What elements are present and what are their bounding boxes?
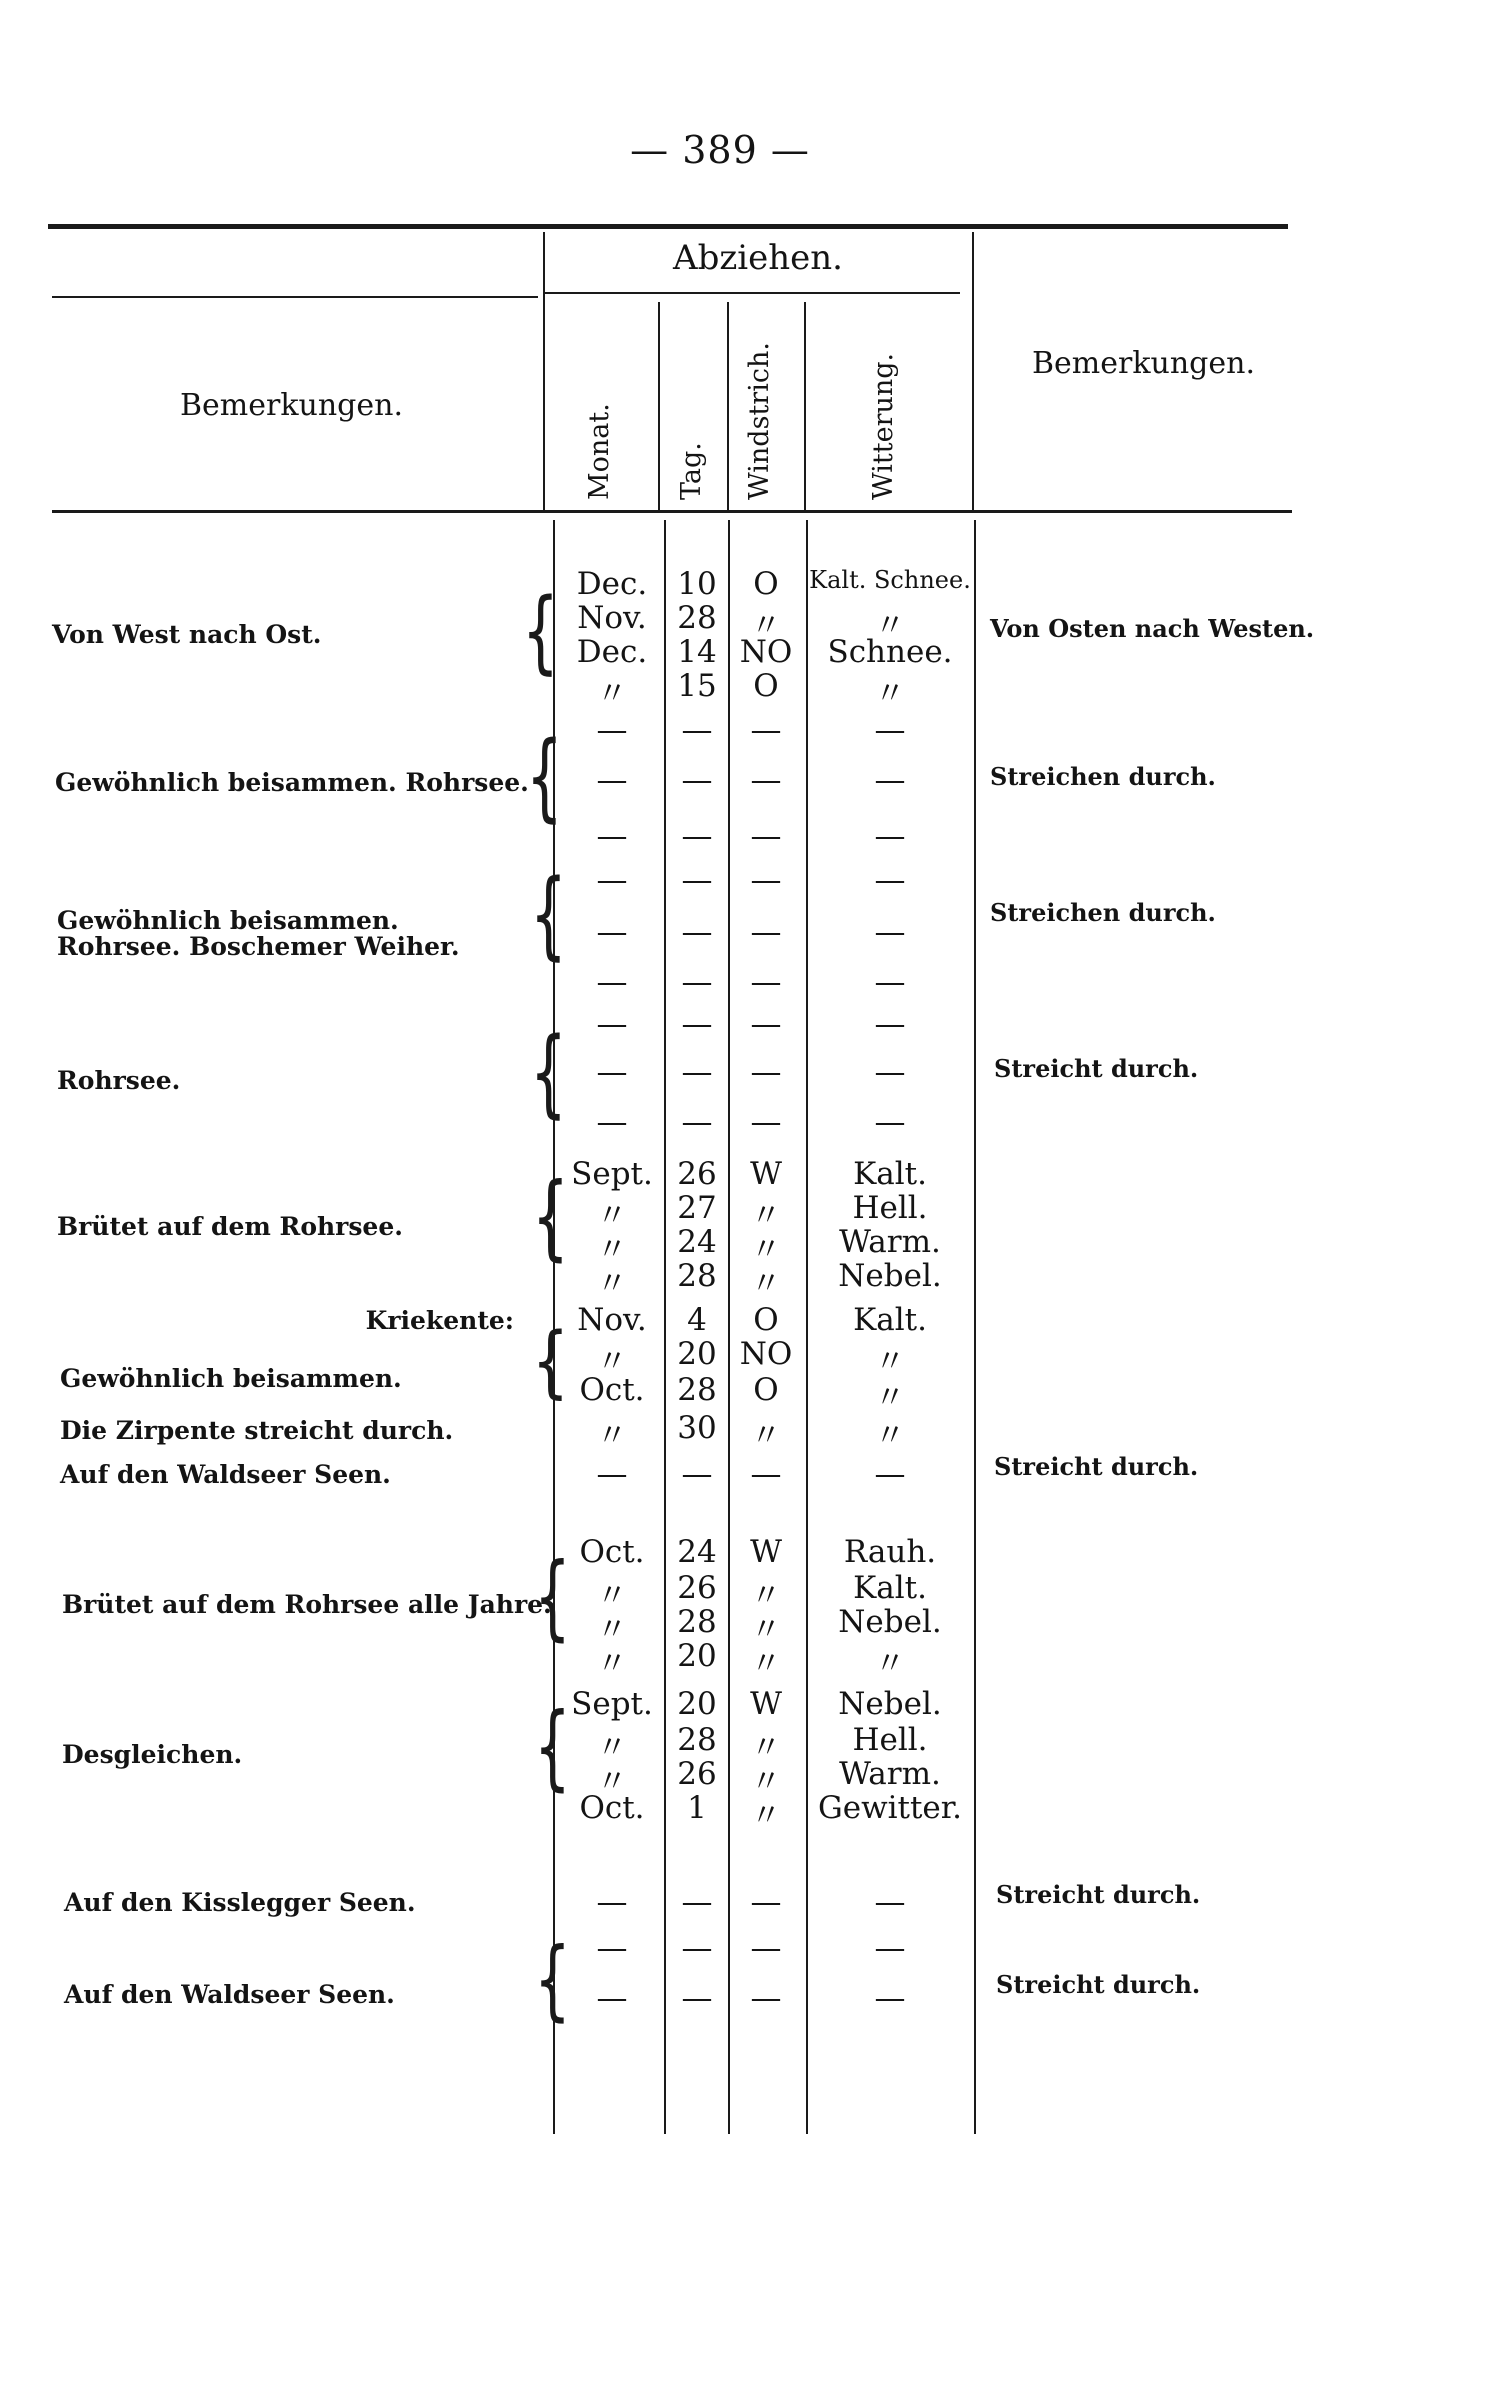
witterung-cell: — [874, 1054, 906, 1090]
right-remark: Streicht durch. [994, 1452, 1199, 1481]
witterung-cell: — [874, 1456, 906, 1492]
windstrich-cell: — [750, 1104, 782, 1140]
left-remark: Gewöhnlich beisammen. [60, 1364, 402, 1393]
monat-cell: — [596, 818, 628, 854]
brace: { [530, 857, 567, 970]
witterung-cell: — [874, 964, 906, 1000]
brace: { [534, 1542, 571, 1651]
left-remark: Gewöhnlich beisammen. Rohrsee. Boschemer Weiher. [57, 906, 460, 961]
windstrich-cell: 〃 [750, 1232, 782, 1268]
tag-cell: 28 [677, 600, 717, 636]
tag-cell: 4 [687, 1302, 707, 1338]
tag-cell: 24 [677, 1534, 717, 1570]
monat-cell: 〃 [596, 1266, 628, 1302]
monat-cell: — [596, 1054, 628, 1090]
column-header-witterung: Witterung. [868, 352, 899, 500]
tag-cell: 14 [677, 634, 717, 670]
left-header-title: Bemerkungen. [180, 388, 403, 423]
windstrich-cell: — [750, 712, 782, 748]
witterung-cell: Nebel. [838, 1604, 942, 1640]
witterung-cell: 〃 [874, 676, 906, 712]
windstrich-cell: — [750, 818, 782, 854]
monat-cell: — [596, 914, 628, 950]
windstrich-cell: W [750, 1534, 782, 1570]
header-bottom-rule [52, 510, 1292, 513]
left-remark: Auf den Kisslegger Seen. [64, 1888, 416, 1917]
monat-cell: Dec. [576, 634, 648, 670]
monat-cell: — [596, 1930, 628, 1966]
witterung-cell: 〃 [874, 608, 906, 644]
windstrich-cell: 〃 [750, 608, 782, 644]
monat-cell: 〃 [596, 1578, 628, 1614]
tag-cell: 28 [677, 1372, 717, 1408]
monat-cell: — [596, 1456, 628, 1492]
monat-cell: 〃 [596, 1612, 628, 1648]
tag-cell: 28 [677, 1722, 717, 1758]
brace: { [532, 1315, 569, 1408]
witterung-cell: Schnee. [827, 634, 953, 670]
column-header-tag: Tag. [676, 442, 707, 500]
tag-cell: 26 [677, 1570, 717, 1606]
windstrich-cell: W [750, 1156, 782, 1192]
windstrich-cell: O [753, 566, 779, 602]
witterung-cell: Rauh. [843, 1534, 937, 1570]
tag-cell: — [681, 1104, 713, 1140]
tag-cell: 28 [677, 1258, 717, 1294]
windstrich-cell: — [750, 1006, 782, 1042]
left-remark: Die Zirpente streicht durch. [60, 1416, 454, 1445]
monat-cell: Nov. [577, 600, 647, 636]
monat-cell: Oct. [579, 1372, 645, 1408]
monat-cell: — [596, 1980, 628, 2016]
windstrich-cell: 〃 [750, 1730, 782, 1766]
right-remark: Von Osten nach Westen. [990, 614, 1315, 643]
group-header-rule [544, 292, 960, 294]
witterung-cell: — [874, 1104, 906, 1140]
windstrich-cell: — [750, 1456, 782, 1492]
monat-cell: — [596, 1006, 628, 1042]
windstrich-cell: — [750, 1980, 782, 2016]
left-remark: Brütet auf dem Rohrsee. [57, 1212, 403, 1241]
witterung-cell: Warm. [839, 1756, 941, 1792]
monat-cell: 〃 [596, 676, 628, 712]
witterung-cell: 〃 [874, 1344, 906, 1380]
witterung-cell: — [874, 862, 906, 898]
brace: { [534, 1692, 571, 1801]
tag-cell: 20 [677, 1686, 717, 1722]
windstrich-cell: 〃 [750, 1764, 782, 1800]
monat-cell: — [596, 964, 628, 1000]
windstrich-cell: 〃 [750, 1418, 782, 1454]
tag-cell: — [681, 1884, 713, 1920]
brace: { [530, 1015, 567, 1128]
tag-cell: 26 [677, 1756, 717, 1792]
top-rule [48, 224, 1288, 229]
witterung-cell: — [874, 1884, 906, 1920]
witterung-cell: Nebel. [838, 1258, 942, 1294]
monat-cell: Sept. [571, 1156, 653, 1192]
monat-cell: 〃 [596, 1344, 628, 1380]
windstrich-cell: — [750, 1054, 782, 1090]
monat-cell: Nov. [577, 1302, 647, 1338]
left-remark: Brütet auf dem Rohrsee alle Jahre. [62, 1590, 552, 1619]
monat-cell: 〃 [596, 1764, 628, 1800]
windstrich-cell: O [753, 1372, 779, 1408]
witterung-cell: Kalt. Schnee. [809, 566, 971, 594]
brace: { [532, 1162, 569, 1271]
tag-cell: 20 [677, 1336, 717, 1372]
left-remark: Desgleichen. [62, 1740, 243, 1769]
right-remark: Streichen durch. [990, 898, 1216, 927]
tag-cell: — [681, 914, 713, 950]
header-divider-right [972, 232, 974, 510]
column-header-monat: Monat. [584, 403, 615, 500]
tag-cell: 20 [677, 1638, 717, 1674]
witterung-cell: Kalt. [853, 1302, 927, 1338]
witterung-cell: — [874, 712, 906, 748]
windstrich-cell: NO [739, 1336, 793, 1372]
monat-cell: — [596, 862, 628, 898]
monat-cell: — [596, 712, 628, 748]
left-header-rule [52, 296, 538, 298]
tag-cell: — [681, 1456, 713, 1492]
header-divider-wind [727, 302, 729, 510]
windstrich-cell: 〃 [750, 1266, 782, 1302]
brace: { [522, 578, 559, 684]
tag-cell: — [681, 964, 713, 1000]
windstrich-cell: O [753, 668, 779, 704]
right-remark: Streicht durch. [996, 1880, 1201, 1909]
windstrich-cell: — [750, 1884, 782, 1920]
windstrich-cell: W [750, 1686, 782, 1722]
witterung-cell: Warm. [839, 1224, 941, 1260]
windstrich-cell: — [750, 862, 782, 898]
witterung-cell: 〃 [874, 1380, 906, 1416]
windstrich-cell: O [753, 1302, 779, 1338]
windstrich-cell: 〃 [750, 1798, 782, 1834]
left-remark: Auf den Waldseer Seen. [60, 1460, 391, 1489]
tag-cell: 28 [677, 1604, 717, 1640]
tag-cell: 1 [687, 1790, 707, 1826]
right-remark: Streicht durch. [996, 1970, 1201, 1999]
monat-cell: Dec. [576, 566, 648, 602]
witterung-cell: Nebel. [838, 1686, 942, 1722]
windstrich-cell: — [750, 762, 782, 798]
tag-cell: 30 [677, 1410, 717, 1446]
right-remark: Streicht durch. [994, 1054, 1199, 1083]
tag-cell: 24 [677, 1224, 717, 1260]
monat-cell: 〃 [596, 1198, 628, 1234]
monat-cell: 〃 [596, 1646, 628, 1682]
left-remark: Gewöhnlich beisammen. Rohrsee. [55, 768, 529, 797]
monat-cell: Oct. [579, 1790, 645, 1826]
witterung-cell: Kalt. [853, 1570, 927, 1606]
witterung-cell: Hell. [852, 1190, 928, 1226]
tag-cell: 27 [677, 1190, 717, 1226]
brace: { [526, 719, 563, 832]
tag-cell: — [681, 762, 713, 798]
witterung-cell: — [874, 762, 906, 798]
tag-cell: — [681, 818, 713, 854]
windstrich-cell: NO [739, 634, 793, 670]
witterung-cell: — [874, 818, 906, 854]
tag-cell: 26 [677, 1156, 717, 1192]
witterung-cell: — [874, 1930, 906, 1966]
monat-cell: — [596, 1104, 628, 1140]
tag-cell: 15 [677, 668, 717, 704]
column-header-windstrich: Windstrich. [744, 342, 775, 500]
witterung-cell: 〃 [874, 1646, 906, 1682]
monat-cell: 〃 [596, 1232, 628, 1268]
tag-cell: — [681, 862, 713, 898]
witterung-cell: Kalt. [853, 1156, 927, 1192]
monat-cell: Sept. [571, 1686, 653, 1722]
left-remark: Auf den Waldseer Seen. [64, 1980, 395, 2009]
body-divider-right [974, 520, 976, 2134]
page-number: — 389 — [630, 128, 810, 172]
left-remark: Von West nach Ost. [52, 620, 322, 649]
header-divider-wit [804, 302, 806, 510]
left-remark: Kriekente: [365, 1306, 514, 1335]
witterung-cell: Gewitter. [817, 1790, 963, 1826]
brace: { [534, 1928, 571, 2031]
group-header-title: Abziehen. [673, 238, 843, 278]
monat-cell: 〃 [596, 1730, 628, 1766]
monat-cell: 〃 [596, 1418, 628, 1454]
tag-cell: — [681, 1980, 713, 2016]
windstrich-cell: — [750, 1930, 782, 1966]
tag-cell: — [681, 1006, 713, 1042]
tag-cell: 10 [677, 566, 717, 602]
monat-cell: — [596, 762, 628, 798]
windstrich-cell: 〃 [750, 1578, 782, 1614]
windstrich-cell: 〃 [750, 1612, 782, 1648]
windstrich-cell: — [750, 964, 782, 1000]
tag-cell: — [681, 1930, 713, 1966]
monat-cell: Oct. [579, 1534, 645, 1570]
tag-cell: — [681, 1054, 713, 1090]
monat-cell: — [596, 1884, 628, 1920]
witterung-cell: — [874, 914, 906, 950]
witterung-cell: Hell. [852, 1722, 928, 1758]
header-divider-tag [658, 302, 660, 510]
right-header-title: Bemerkungen. [1032, 346, 1255, 381]
windstrich-cell: 〃 [750, 1646, 782, 1682]
windstrich-cell: — [750, 914, 782, 950]
witterung-cell: — [874, 1006, 906, 1042]
tag-cell: — [681, 712, 713, 748]
windstrich-cell: 〃 [750, 1198, 782, 1234]
witterung-cell: 〃 [874, 1418, 906, 1454]
right-remark: Streichen durch. [990, 762, 1216, 791]
witterung-cell: — [874, 1980, 906, 2016]
left-remark: Rohrsee. [57, 1066, 181, 1095]
